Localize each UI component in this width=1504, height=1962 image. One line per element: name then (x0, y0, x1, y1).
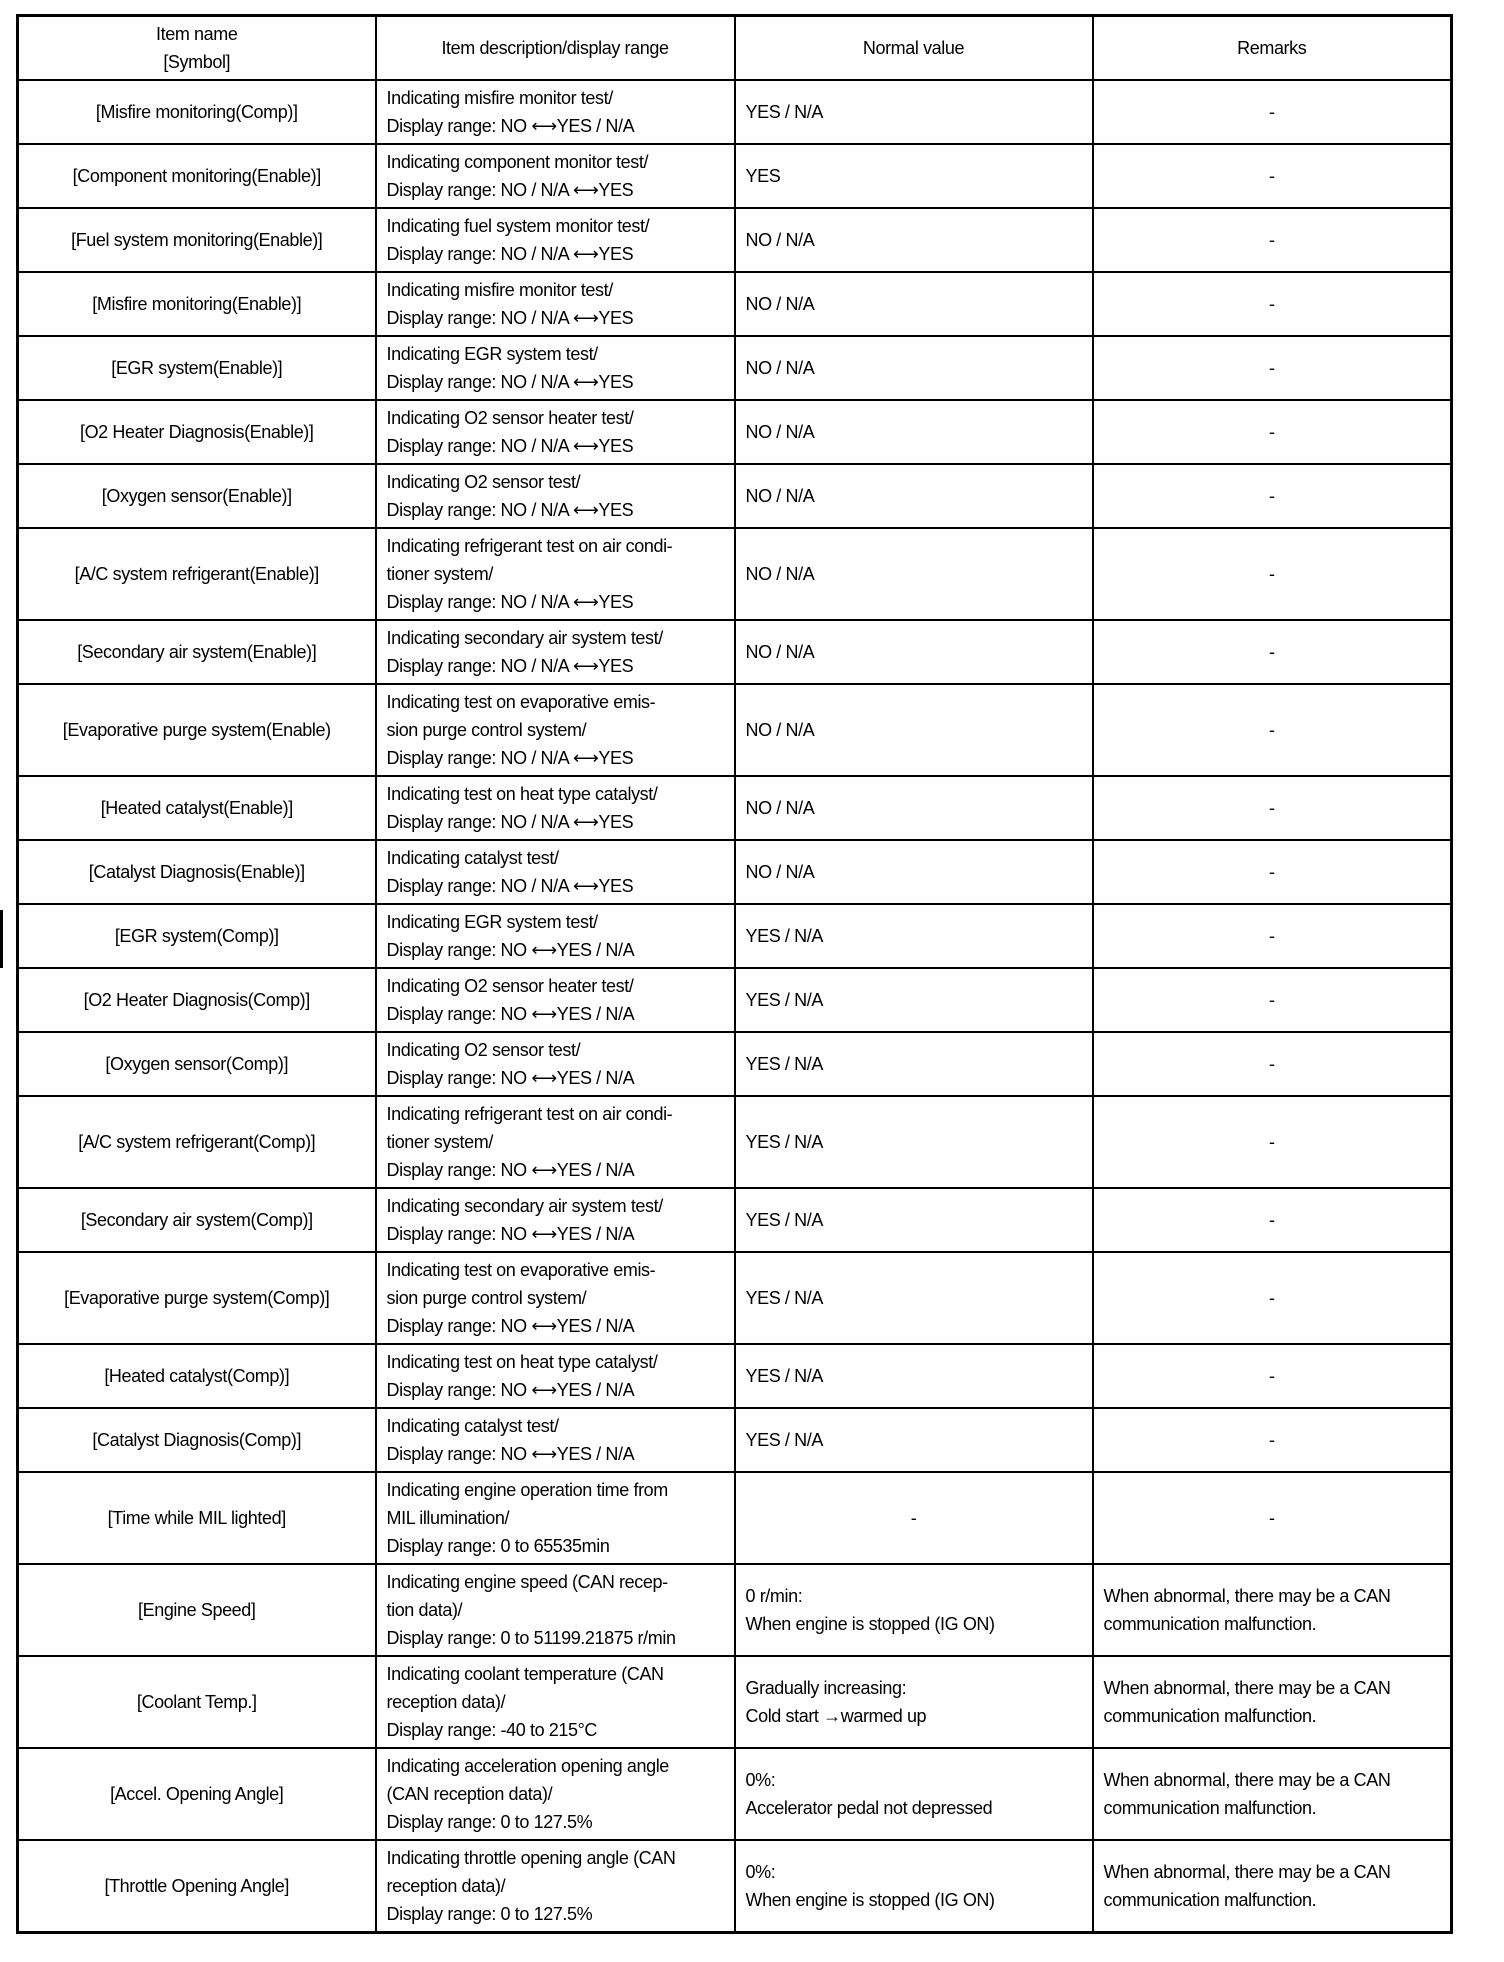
remarks (1093, 968, 1452, 1032)
item-description-line: Display range: NO / N/A ⟷YES (386, 244, 634, 264)
item-description-line: Indicating EGR system test/ (386, 344, 598, 364)
normal-value-line: 0 r/min: (745, 1586, 803, 1606)
normal-value (735, 400, 1093, 464)
normal-value-line: NO / N/A (745, 798, 815, 818)
item-description-line: Display range: NO / N/A ⟷YES (386, 748, 634, 768)
item-name: [Heated catalyst(Comp)] (18, 1344, 376, 1408)
normal-value (735, 1748, 1093, 1840)
remarks-line: - (1268, 1210, 1275, 1230)
normal-value-line: NO / N/A (745, 642, 815, 662)
item-description-line: Indicating component monitor test/ (386, 152, 649, 172)
item-description (376, 1564, 735, 1656)
table-row (18, 1840, 1452, 1933)
remarks (1093, 840, 1452, 904)
remarks (1093, 1188, 1452, 1252)
item-description (376, 1032, 735, 1096)
normal-value-line: YES / N/A (745, 1132, 823, 1152)
item-description (376, 840, 735, 904)
item-name: [Throttle Opening Angle] (18, 1840, 376, 1933)
normal-value-line: YES / N/A (745, 1430, 823, 1450)
item-description-line: Display range: 0 to 127.5% (386, 1904, 593, 1924)
remarks (1093, 272, 1452, 336)
normal-value-line: YES / N/A (745, 1054, 823, 1074)
remarks-line: communication malfunction. (1103, 1890, 1317, 1910)
table-row (18, 684, 1452, 776)
header-remarks (1093, 16, 1452, 81)
item-description (376, 968, 735, 1032)
item-description (376, 1188, 735, 1252)
item-description-line: Display range: NO / N/A ⟷YES (386, 592, 634, 612)
remarks (1093, 1656, 1452, 1748)
remarks (1093, 80, 1452, 144)
item-description-line: Indicating test on heat type catalyst/ (386, 1352, 658, 1372)
remarks-line: When abnormal, there may be a CAN (1103, 1862, 1391, 1882)
item-description-line: Indicating fuel system monitor test/ (386, 216, 650, 236)
item-name: [Secondary air system(Enable)] (18, 620, 376, 684)
item-description-line: Indicating refrigerant test on air condi- (386, 536, 673, 556)
normal-value-line: YES / N/A (745, 1288, 823, 1308)
remarks-line: - (1268, 1054, 1275, 1074)
table-row (18, 400, 1452, 464)
item-name: [Component monitoring(Enable)] (18, 144, 376, 208)
remarks (1093, 776, 1452, 840)
normal-value-line: NO / N/A (745, 486, 815, 506)
remarks (1093, 208, 1452, 272)
item-name: [Engine Speed] (18, 1564, 376, 1656)
normal-value (735, 528, 1093, 620)
remarks-line: When abnormal, there may be a CAN (1103, 1770, 1391, 1790)
remarks-line: - (1268, 102, 1275, 122)
table-row (18, 968, 1452, 1032)
header-item-name (18, 16, 376, 81)
remarks-line: - (1268, 862, 1275, 882)
table-row (18, 840, 1452, 904)
remarks-line: When abnormal, there may be a CAN (1103, 1678, 1391, 1698)
normal-value (735, 464, 1093, 528)
header-line: Item name (156, 24, 238, 44)
item-name: [Evaporative purge system(Enable) (18, 684, 376, 776)
item-description-line: Indicating engine speed (CAN recep- (386, 1572, 668, 1592)
remarks (1093, 1252, 1452, 1344)
normal-value (735, 1472, 1093, 1564)
normal-value-line: NO / N/A (745, 720, 815, 740)
item-description (376, 80, 735, 144)
item-description (376, 904, 735, 968)
remarks-line: communication malfunction. (1103, 1706, 1317, 1726)
item-description-line: tioner system/ (386, 564, 493, 584)
remarks-line: - (1268, 294, 1275, 314)
header-normal-value (735, 16, 1093, 81)
normal-value-line: - (910, 1508, 917, 1528)
remarks-line: - (1268, 422, 1275, 442)
normal-value-line: YES / N/A (745, 926, 823, 946)
normal-value-line: YES / N/A (745, 1366, 823, 1386)
table-row (18, 528, 1452, 620)
remarks-line: - (1268, 642, 1275, 662)
item-description-line: tioner system/ (386, 1132, 493, 1152)
item-name: [Oxygen sensor(Enable)] (18, 464, 376, 528)
item-description-line: Indicating O2 sensor test/ (386, 1040, 581, 1060)
normal-value-line: When engine is stopped (IG ON) (745, 1614, 995, 1634)
remarks-line: - (1268, 1430, 1275, 1450)
item-name: [A/C system refrigerant(Enable)] (18, 528, 376, 620)
remarks-line: - (1268, 564, 1275, 584)
remarks (1093, 904, 1452, 968)
item-description-line: Indicating O2 sensor heater test/ (386, 408, 634, 428)
item-description (376, 1840, 735, 1933)
remarks (1093, 1840, 1452, 1933)
item-name: [Accel. Opening Angle] (18, 1748, 376, 1840)
item-description (376, 684, 735, 776)
item-description-line: Indicating throttle opening angle (CAN (386, 1848, 676, 1868)
item-description-line: Display range: NO ⟷YES / N/A (386, 1444, 635, 1464)
remarks-line: - (1268, 720, 1275, 740)
header-line: Item description/display range (441, 38, 669, 58)
table-row (18, 1656, 1452, 1748)
normal-value (735, 1840, 1093, 1933)
item-name: [Misfire monitoring(Comp)] (18, 80, 376, 144)
item-description-line: Display range: NO / N/A ⟷YES (386, 180, 634, 200)
table-header-row (18, 16, 1452, 81)
normal-value (735, 1344, 1093, 1408)
item-description-line: reception data)/ (386, 1692, 506, 1712)
item-name: [Catalyst Diagnosis(Enable)] (18, 840, 376, 904)
item-description-line: Indicating refrigerant test on air condi- (386, 1104, 673, 1124)
item-description (376, 272, 735, 336)
item-description-line: Indicating O2 sensor test/ (386, 472, 581, 492)
normal-value-line: Gradually increasing: (745, 1678, 907, 1698)
table-row (18, 336, 1452, 400)
table-row (18, 1472, 1452, 1564)
item-description-line: Indicating catalyst test/ (386, 848, 559, 868)
table-row (18, 144, 1452, 208)
normal-value-line: YES / N/A (745, 102, 823, 122)
header-line: Normal value (862, 38, 965, 58)
item-description-line: Display range: NO ⟷YES / N/A (386, 1068, 635, 1088)
remarks (1093, 1472, 1452, 1564)
item-description-line: Display range: NO / N/A ⟷YES (386, 876, 634, 896)
remarks (1093, 1748, 1452, 1840)
item-description (376, 1252, 735, 1344)
item-name: [A/C system refrigerant(Comp)] (18, 1096, 376, 1188)
item-description-line: sion purge control system/ (386, 720, 587, 740)
remarks-line: - (1268, 1132, 1275, 1152)
normal-value (735, 1656, 1093, 1748)
item-name: [O2 Heater Diagnosis(Enable)] (18, 400, 376, 464)
normal-value (735, 1188, 1093, 1252)
item-name: [Heated catalyst(Enable)] (18, 776, 376, 840)
normal-value (735, 272, 1093, 336)
normal-value-line: NO / N/A (745, 358, 815, 378)
item-description-line: Display range: NO ⟷YES / N/A (386, 116, 635, 136)
item-description (376, 1096, 735, 1188)
normal-value (735, 1408, 1093, 1472)
item-description (376, 620, 735, 684)
table-row (18, 464, 1452, 528)
item-description-line: Display range: -40 to 215°C (386, 1720, 598, 1740)
item-description-line: MIL illumination/ (386, 1508, 510, 1528)
item-name: [Catalyst Diagnosis(Comp)] (18, 1408, 376, 1472)
remarks-line: - (1268, 798, 1275, 818)
item-description-line: Indicating misfire monitor test/ (386, 88, 613, 108)
item-description (376, 208, 735, 272)
item-name: [Evaporative purge system(Comp)] (18, 1252, 376, 1344)
item-description-line: Indicating acceleration opening angle (386, 1756, 669, 1776)
remarks-line: - (1268, 166, 1275, 186)
remarks-line: - (1268, 926, 1275, 946)
header-description (376, 16, 735, 81)
item-description-line: Indicating catalyst test/ (386, 1416, 559, 1436)
normal-value (735, 968, 1093, 1032)
item-description-line: Display range: NO / N/A ⟷YES (386, 436, 634, 456)
item-description-line: Display range: NO ⟷YES / N/A (386, 1380, 635, 1400)
item-name: [EGR system(Enable)] (18, 336, 376, 400)
normal-value (735, 1096, 1093, 1188)
normal-value (735, 1252, 1093, 1344)
normal-value (735, 144, 1093, 208)
remarks (1093, 528, 1452, 620)
remarks-line: - (1268, 486, 1275, 506)
item-name: [O2 Heater Diagnosis(Comp)] (18, 968, 376, 1032)
table-row (18, 1564, 1452, 1656)
item-description-line: Display range: NO ⟷YES / N/A (386, 1004, 635, 1024)
item-description-line: Display range: NO ⟷YES / N/A (386, 1224, 635, 1244)
remarks-line: - (1268, 1508, 1275, 1528)
item-description-line: reception data)/ (386, 1876, 506, 1896)
table-row (18, 80, 1452, 144)
normal-value (735, 776, 1093, 840)
item-name: [Misfire monitoring(Enable)] (18, 272, 376, 336)
item-description-line: Display range: NO ⟷YES / N/A (386, 1316, 635, 1336)
remarks-line: - (1268, 1288, 1275, 1308)
normal-value-line: NO / N/A (745, 294, 815, 314)
normal-value (735, 620, 1093, 684)
item-description-line: Display range: NO ⟷YES / N/A (386, 1160, 635, 1180)
normal-value-line: Accelerator pedal not depressed (745, 1798, 993, 1818)
item-description-line: Display range: NO ⟷YES / N/A (386, 940, 635, 960)
table-row (18, 208, 1452, 272)
item-description-line: (CAN reception data)/ (386, 1784, 553, 1804)
item-description-line: Display range: 0 to 65535min (386, 1536, 610, 1556)
remarks (1093, 464, 1452, 528)
item-description (376, 528, 735, 620)
item-description (376, 1748, 735, 1840)
remarks-line: - (1268, 230, 1275, 250)
item-description-line: Indicating misfire monitor test/ (386, 280, 613, 300)
normal-value-line: YES / N/A (745, 990, 823, 1010)
table-row (18, 776, 1452, 840)
normal-value (735, 904, 1093, 968)
table-row (18, 620, 1452, 684)
item-description (376, 400, 735, 464)
item-name: [Oxygen sensor(Comp)] (18, 1032, 376, 1096)
remarks (1093, 400, 1452, 464)
remarks (1093, 144, 1452, 208)
normal-value-line: 0%: (745, 1862, 776, 1882)
table-row (18, 904, 1452, 968)
item-description (376, 1472, 735, 1564)
table-row (18, 1032, 1452, 1096)
normal-value-line: YES / N/A (745, 1210, 823, 1230)
item-description-line: Indicating test on evaporative emis- (386, 692, 656, 712)
item-description (376, 144, 735, 208)
normal-value (735, 208, 1093, 272)
normal-value-line: NO / N/A (745, 230, 815, 250)
item-description (376, 1408, 735, 1472)
item-description-line: Display range: 0 to 51199.21875 r/min (386, 1628, 676, 1648)
item-description-line: Indicating test on evaporative emis- (386, 1260, 656, 1280)
remarks (1093, 1032, 1452, 1096)
normal-value-line: NO / N/A (745, 862, 815, 882)
item-description-line: Display range: NO / N/A ⟷YES (386, 372, 634, 392)
item-description-line: Indicating secondary air system test/ (386, 628, 663, 648)
margin-bar (0, 910, 3, 968)
item-description-line: Indicating secondary air system test/ (386, 1196, 663, 1216)
item-description (376, 464, 735, 528)
item-description-line: Indicating test on heat type catalyst/ (386, 784, 658, 804)
item-description-line: tion data)/ (386, 1600, 463, 1620)
normal-value (735, 80, 1093, 144)
header-line: [Symbol] (163, 52, 231, 72)
normal-value-line: When engine is stopped (IG ON) (745, 1890, 995, 1910)
normal-value-line: 0%: (745, 1770, 776, 1790)
header-line: Remarks (1237, 38, 1307, 58)
item-description-line: Display range: NO / N/A ⟷YES (386, 308, 634, 328)
table-row (18, 1344, 1452, 1408)
table-row (18, 272, 1452, 336)
remarks-line: - (1268, 358, 1275, 378)
table-row (18, 1188, 1452, 1252)
remarks-line: communication malfunction. (1103, 1798, 1317, 1818)
item-description-line: Indicating coolant temperature (CAN (386, 1664, 664, 1684)
item-description (376, 776, 735, 840)
remarks-line: - (1268, 990, 1275, 1010)
remarks (1093, 1408, 1452, 1472)
remarks (1093, 1344, 1452, 1408)
item-description-line: Display range: NO / N/A ⟷YES (386, 500, 634, 520)
remarks (1093, 1564, 1452, 1656)
item-description-line: Display range: NO / N/A ⟷YES (386, 656, 634, 676)
item-description (376, 336, 735, 400)
normal-value-line: YES (745, 166, 781, 186)
item-description-line: Display range: 0 to 127.5% (386, 1812, 593, 1832)
remarks-line: communication malfunction. (1103, 1614, 1317, 1634)
normal-value-line: NO / N/A (745, 564, 815, 584)
item-description (376, 1656, 735, 1748)
data-monitor-table (16, 14, 1453, 1934)
remarks-line: When abnormal, there may be a CAN (1103, 1586, 1391, 1606)
item-name: [Time while MIL lighted] (18, 1472, 376, 1564)
item-name: [Coolant Temp.] (18, 1656, 376, 1748)
table-row (18, 1748, 1452, 1840)
remarks (1093, 336, 1452, 400)
normal-value (735, 336, 1093, 400)
table-row (18, 1096, 1452, 1188)
item-description-line: Display range: NO / N/A ⟷YES (386, 812, 634, 832)
normal-value-line: NO / N/A (745, 422, 815, 442)
table-row (18, 1408, 1452, 1472)
item-name: [Secondary air system(Comp)] (18, 1188, 376, 1252)
normal-value (735, 1032, 1093, 1096)
item-description-line: Indicating EGR system test/ (386, 912, 598, 932)
normal-value (735, 684, 1093, 776)
item-name: [Fuel system monitoring(Enable)] (18, 208, 376, 272)
remarks (1093, 620, 1452, 684)
remarks-line: - (1268, 1366, 1275, 1386)
item-description (376, 1344, 735, 1408)
normal-value (735, 840, 1093, 904)
item-description-line: Indicating O2 sensor heater test/ (386, 976, 634, 996)
remarks (1093, 684, 1452, 776)
normal-value-line: Cold start →warmed up (745, 1706, 927, 1726)
table-row (18, 1252, 1452, 1344)
remarks (1093, 1096, 1452, 1188)
item-description-line: sion purge control system/ (386, 1288, 587, 1308)
item-name: [EGR system(Comp)] (18, 904, 376, 968)
item-description-line: Indicating engine operation time from (386, 1480, 668, 1500)
normal-value (735, 1564, 1093, 1656)
